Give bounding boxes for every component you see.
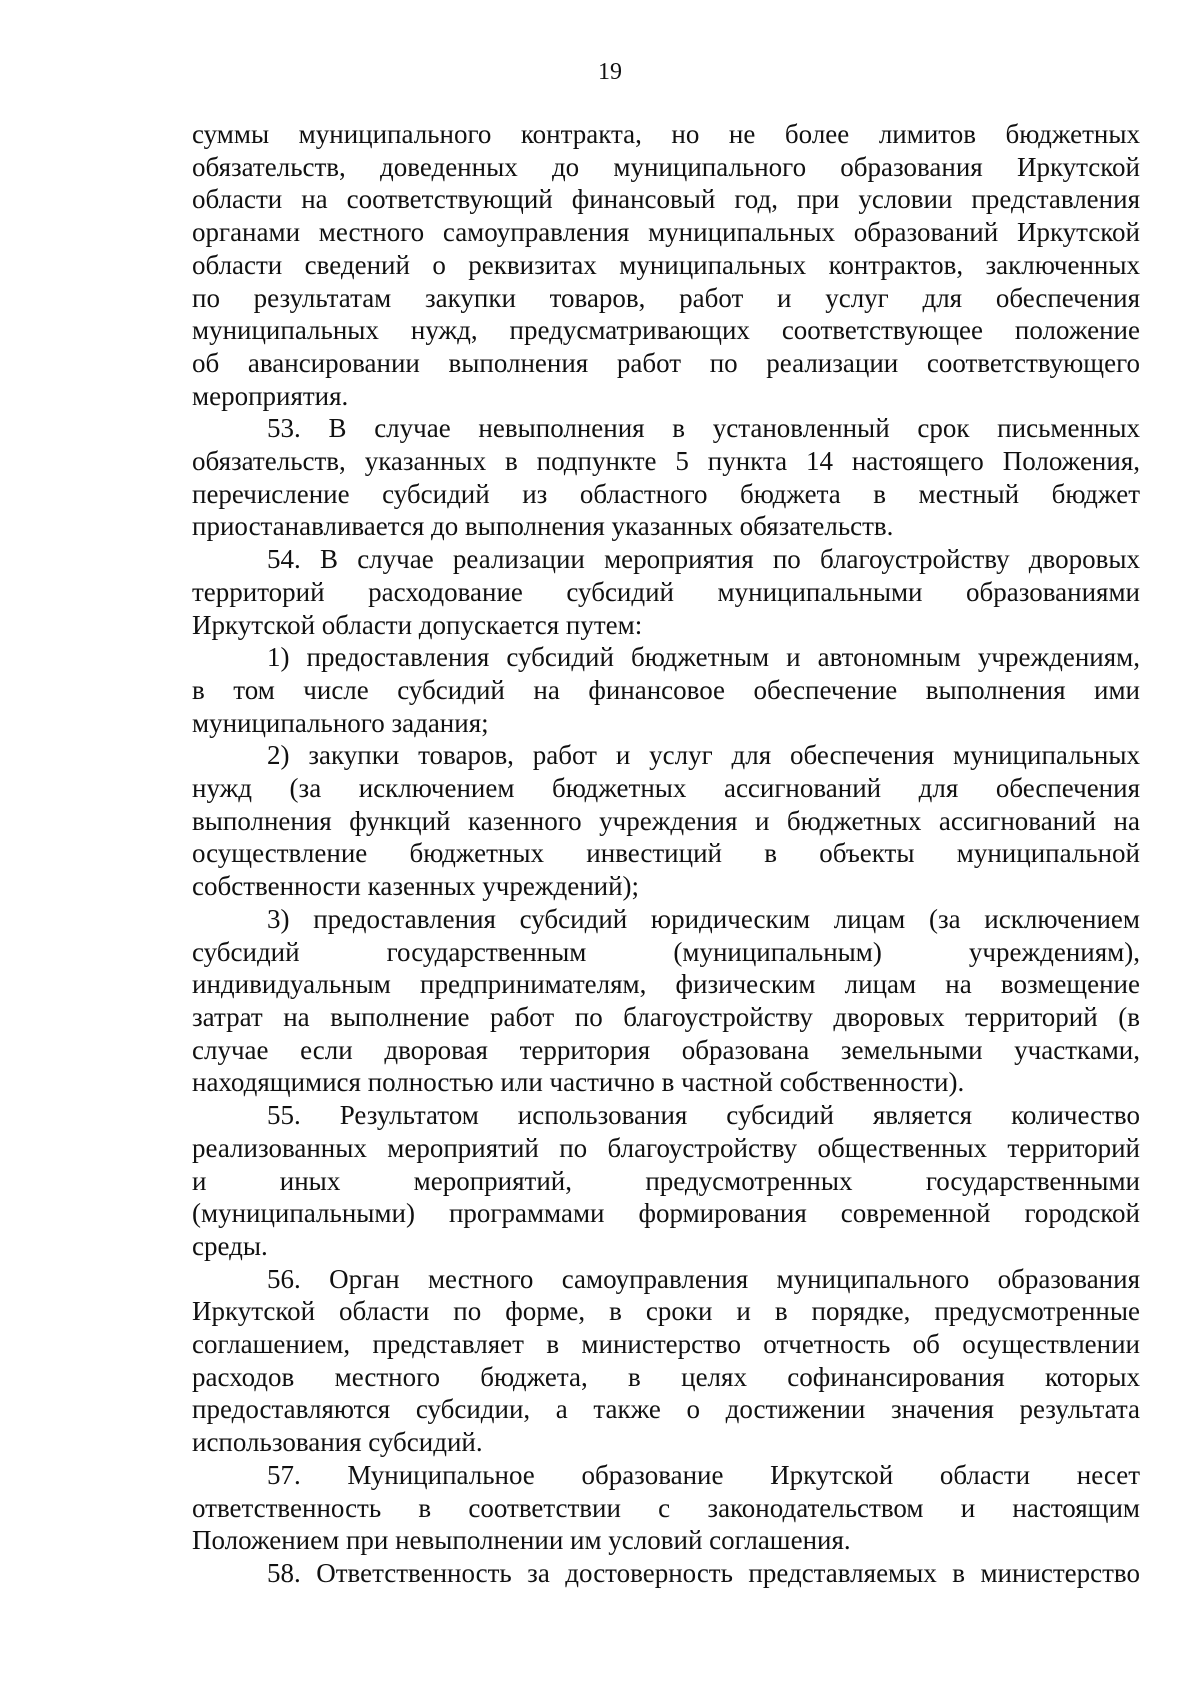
text-line: осуществление бюджетных инвестиций в объекты муниципальной: [192, 838, 1140, 869]
text-line: затрат на выполнение работ по благоустройству дворовых территорий (в: [192, 1001, 1140, 1032]
text-line: 2) закупки товаров, работ и услуг для обеспечения муниципальных: [267, 740, 1140, 771]
text-line: в том числе субсидий на финансовое обеспечение выполнения ими: [192, 674, 1140, 705]
text-line: органами местного самоуправления муниципальных образований Иркутской: [192, 217, 1140, 248]
text-line: 3) предоставления субсидий юридическим лицам (за исключением: [267, 903, 1140, 934]
text-line: 58. Ответственность за достоверность представляемых в министерство: [267, 1557, 1140, 1588]
text-line: среды.: [192, 1230, 268, 1261]
text-line: и иных мероприятий, предусмотренных государственными: [192, 1165, 1140, 1196]
text-line: перечисление субсидий из областного бюджета в местный бюджет: [192, 478, 1140, 509]
text-line: обязательств, указанных в подпункте 5 пункта 14 настоящего Положения,: [192, 446, 1140, 477]
text-line: индивидуальным предпринимателям, физическим лицам на возмещение: [192, 969, 1140, 1000]
text-line: случае если дворовая территория образована земельными участками,: [192, 1034, 1140, 1065]
text-line: Иркутской области по форме, в сроки и в порядке, предусмотренные: [192, 1296, 1140, 1327]
text-line: по результатам закупки товаров, работ и услуг для обеспечения: [192, 282, 1140, 313]
text-line: Положением при невыполнении им условий соглашения.: [192, 1525, 851, 1556]
text-line: 56. Орган местного самоуправления муниципального образования: [267, 1263, 1140, 1294]
text-line: 57. Муниципальное образование Иркутской области несет: [267, 1459, 1140, 1490]
text-line: субсидий государственным (муниципальным) учреждениям),: [192, 936, 1140, 967]
text-line: территорий расходование субсидий муниципальными образованиями: [192, 576, 1140, 607]
text-line: приостанавливается до выполнения указанных обязательств.: [192, 511, 894, 542]
text-line: (муниципальными) программами формирования современной городской: [192, 1198, 1140, 1229]
text-line: расходов местного бюджета, в целях софинансирования которых: [192, 1361, 1140, 1392]
text-line: Иркутской области допускается путем:: [192, 609, 643, 640]
text-line: находящимися полностью или частично в частной собственности).: [192, 1067, 965, 1098]
text-line: собственности казенных учреждений);: [192, 871, 640, 902]
text-line: об авансировании выполнения работ по реализации соответствующего: [192, 347, 1140, 378]
text-line: ответственность в соответствии с законодательством и настоящим: [192, 1492, 1140, 1523]
text-line: использования субсидий.: [192, 1427, 483, 1458]
text-line: мероприятия.: [192, 380, 349, 411]
text-line: предоставляются субсидии, а также о достижении значения результата: [192, 1394, 1140, 1425]
text-line: муниципального задания;: [192, 707, 489, 738]
text-line: области на соответствующий финансовый год, при условии представления: [192, 184, 1140, 215]
text-line: 53. В случае невыполнения в установленный срок письменных: [267, 413, 1140, 444]
text-line: реализованных мероприятий по благоустройству общественных территорий: [192, 1132, 1140, 1163]
text-line: 1) предоставления субсидий бюджетным и автономным учреждениям,: [267, 642, 1140, 673]
text-line: нужд (за исключением бюджетных ассигнований для обеспечения: [192, 773, 1140, 804]
text-line: 54. В случае реализации мероприятия по благоустройству дворовых: [267, 544, 1140, 575]
text-line: суммы муниципального контракта, но не более лимитов бюджетных: [192, 119, 1140, 149]
document-body: [192, 118, 1140, 1590]
text-line: области сведений о реквизитах муниципальных контрактов, заключенных: [192, 249, 1140, 280]
page-number: 19: [598, 59, 622, 85]
text-line: соглашением, представляет в министерство отчетность об осуществлении: [192, 1329, 1140, 1360]
text-line: 55. Результатом использования субсидий является количество: [267, 1100, 1140, 1131]
text-line: обязательств, доведенных до муниципального образования Иркутской: [192, 151, 1140, 182]
text-line: муниципальных нужд, предусматривающих соответствующее положение: [192, 315, 1140, 346]
text-line: выполнения функций казенного учреждения и бюджетных ассигнований на: [192, 805, 1140, 836]
